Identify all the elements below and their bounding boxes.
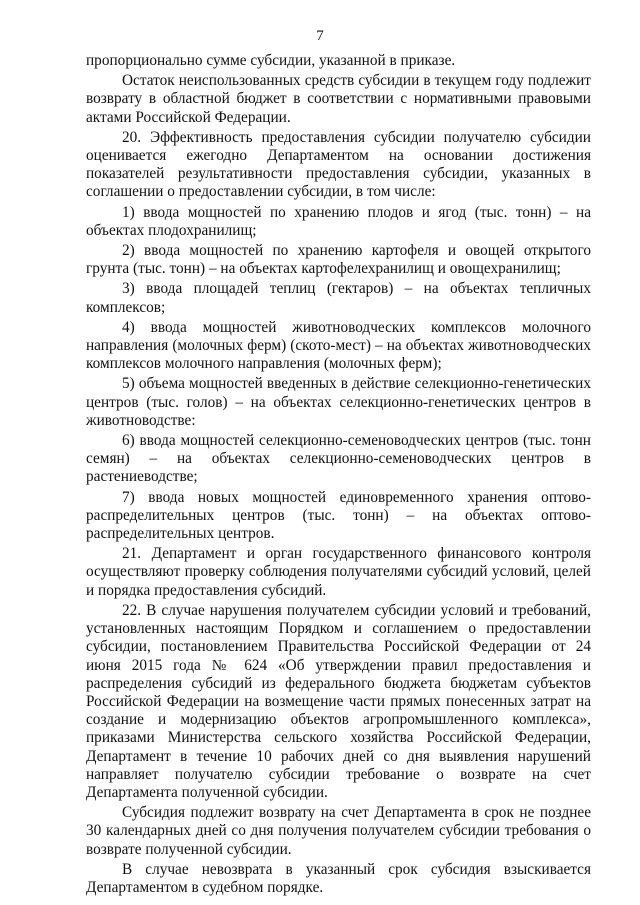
paragraph-20-efficiency: 20. Эффективность предоставления субсидии получателю субсидии оценивается ежегодно Департаментом на основании достижения показателей результативности предоставления субсидии, указанных в соглашении о предоставлении субсидии, в том числе:: [86, 128, 591, 201]
paragraph-court-recovery: В случае невозврата в указанный срок субсидия взыскивается Департаментом в судебном порядке.: [86, 860, 591, 896]
list-item-2: 2) ввода мощностей по хранению картофеля и овощей открытого грунта (тыс. тонн) – на объектах картофелехранилищ и овощехранилищ;: [86, 242, 591, 278]
paragraph-intro-continuation: пропорционально сумме субсидии, указанной в приказе.: [86, 52, 456, 69]
paragraph-22-violation: 22. В случае нарушения получателем субсидии условий и требований, установленных настоящим Порядком и соглашением о предоставлении субсидии, постановлением Правительства Российской Федерации от 24 июня 2015 года № 624 «Об утверждении правил предоставления и распределения субсидий из федерального бюджета бюджетам субъектов Российской Федерации на возмещение части прямых понесенных затрат на создание и модернизацию объектов агропромышленного комплекса», приказами Министерства сельского хозяйства Российской Федерации, Департамент в течение 10 рабочих дней со дня выявления нарушений направляет получателю субсидии требование о возврате на счет Департамента полученной субсидии.: [86, 601, 591, 801]
list-item-6: 6) ввода мощностей селекционно-семеноводческих центров (тыс. тонн семян) – на объектах селекционно-семеноводческих центров в растениеводстве;: [86, 432, 591, 486]
paragraph-21-control: 21. Департамент и орган государственного финансового контроля осуществляют проверку соблюдения получателями субсидий условий, целей и порядка предоставления субсидий.: [86, 545, 591, 599]
list-item-5: 5) объема мощностей введенных в действие селекционно-генетических центров (тыс. голов) – на объектах селекционно-генетических центров в животноводстве:: [86, 375, 591, 429]
list-item-3: 3) ввода площадей теплиц (гектаров) – на объектах тепличных комплексов;: [86, 280, 591, 316]
page-number: 7: [316, 28, 324, 44]
list-item-4: 4) ввода мощностей животноводческих комплексов молочного направления (молочных ферм) (ското-мест) – на объектах животноводческих комплексов молочного направления (молочных ферм);: [86, 318, 591, 373]
list-item-1: 1) ввода мощностей по хранению плодов и ягод (тыс. тонн) – на объектах плодохранилищ;: [86, 203, 591, 239]
paragraph-remaining-funds: Остаток неиспользованных средств субсидии в текущем году подлежит возврату в областной бюджет в соответствии с нормативными правовыми актами Российской Федерации.: [86, 72, 591, 126]
paragraph-refund-deadline: Субсидия подлежит возврату на счет Департамента в срок не позднее 30 календарных дней со дня получения получателем субсидии требования о возврате полученной субсидии.: [86, 804, 591, 858]
document-body: [86, 52, 591, 899]
list-item-7: 7) ввода новых мощностей единовременного хранения оптово-распределительных центров (тыс. тонн) – на объектах оптово-распределительных центров.: [86, 488, 591, 543]
